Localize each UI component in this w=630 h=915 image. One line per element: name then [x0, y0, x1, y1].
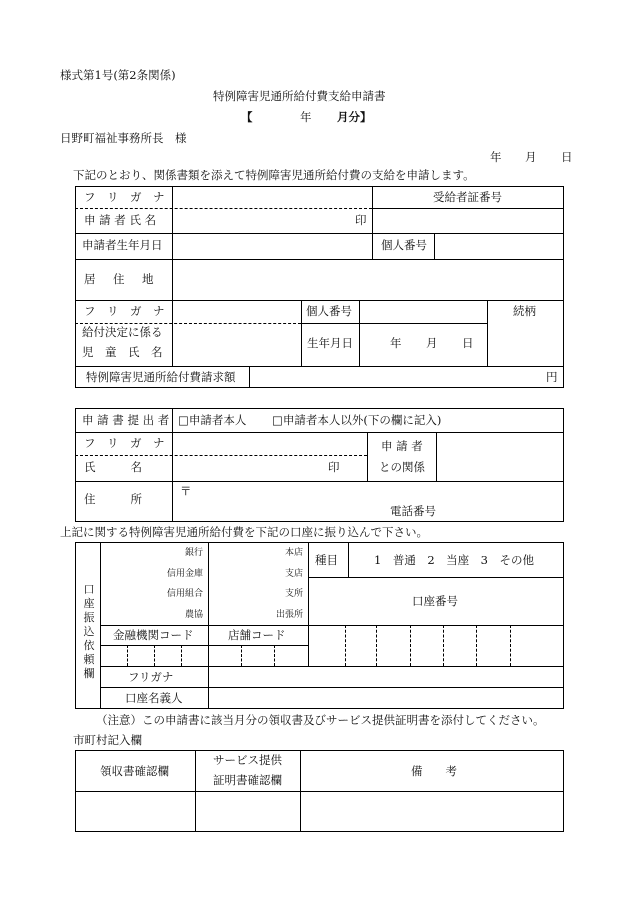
child-name-label-2: 児 童 氏 名 [82, 345, 163, 359]
addressee: 日野町福祉事務所長 様 [60, 131, 187, 145]
branch-type-office: 出張所 [276, 610, 304, 620]
period-year: 年 [300, 110, 312, 124]
child-personal-number-label: 個人番号 [306, 304, 352, 318]
intro-text: 下記のとおり、関係書類を添えて特例障害児通所給付費の支給を申請します。 [73, 168, 475, 182]
date-month: 月 [525, 150, 537, 164]
submitter-address-label: 住 所 [84, 492, 146, 506]
child-birth-label: 生年月日 [307, 336, 353, 350]
account-type-label: 種目 [315, 553, 338, 567]
form-number: 様式第1号(第2条関係) [60, 68, 176, 82]
office-use-label: 市町村記入欄 [73, 733, 142, 747]
form-title: 特例障害児通所給付費支給申請書 [213, 89, 386, 103]
period-month: 月分】 [337, 110, 372, 124]
option-applicant-other[interactable]: □申請者本人以外(下の欄に記入) [272, 413, 442, 427]
branch-type-branch: 支店 [285, 569, 304, 579]
service-check-label-1: サービス提供 [213, 753, 282, 767]
branch-code-label: 店舗コード [228, 628, 286, 642]
holder-furigana-label: フリガナ [128, 670, 174, 684]
service-check-label-2: 証明書確認欄 [213, 773, 282, 787]
date-day: 日 [561, 150, 573, 164]
inst-type-kumiai: 信用組合 [167, 589, 204, 599]
option-applicant-self[interactable]: □申請者本人 [178, 413, 247, 427]
relation-label: 続柄 [513, 304, 536, 318]
relation-label-1: 申 請 者 [381, 439, 423, 453]
child-name-label-1: 給付決定に係る [82, 325, 163, 339]
inst-type-shinkin: 信用金庫 [167, 569, 204, 579]
inst-type-nokyo: 農協 [185, 610, 204, 620]
branch-type-sub: 支所 [285, 589, 304, 599]
account-holder-label: 口座名義人 [125, 691, 183, 705]
amount-yen: 円 [546, 370, 558, 384]
applicant-birth-label: 申請者生年月日 [82, 238, 163, 252]
phone-label: 電話番号 [390, 504, 436, 518]
account-number-label: 口座番号 [412, 594, 458, 608]
relation-label-2: との関係 [379, 460, 425, 474]
child-furigana-label: フ リ ガ ナ [84, 304, 165, 318]
inst-type-bank: 銀行 [185, 548, 204, 558]
recipient-number-label: 受給者証番号 [433, 190, 502, 204]
submitter-furigana-label: フ リ ガ ナ [84, 436, 165, 450]
bank-section-label: 口座振込依頼欄 [83, 583, 95, 680]
applicant-address-label: 居 住 地 [84, 272, 157, 286]
postal-mark: 〒 [180, 484, 192, 498]
applicant-seal: 印 [355, 213, 367, 227]
applicant-name-label: 申 請 者 氏 名 [84, 213, 157, 227]
submitter-label: 申 請 書 提 出 者 [82, 413, 170, 427]
child-birth-month: 月 [426, 336, 438, 350]
branch-type-head: 本店 [285, 548, 304, 558]
account-type-options: 1 普通 2 当座 3 その他 [374, 553, 534, 567]
remarks-label: 備 考 [411, 764, 457, 778]
applicant-furigana-label: フ リ ガ ナ [84, 190, 165, 204]
submitter-seal: 印 [328, 460, 340, 474]
institution-code-label: 金融機関コード [113, 628, 194, 642]
applicant-personal-number-label: 個人番号 [381, 238, 427, 252]
receipt-check-label: 領収書確認欄 [100, 764, 169, 778]
child-birth-day: 日 [462, 336, 474, 350]
attachment-note: （注意）この申請書に該当月分の領収書及びサービス提供証明書を添付してください。 [96, 713, 545, 727]
amount-label: 特例障害児通所給付費請求額 [86, 370, 236, 384]
child-birth-year: 年 [390, 336, 402, 350]
bank-intro: 上記に関する特例障害児通所給付費を下記の口座に振り込んで下さい。 [60, 525, 428, 539]
date-year: 年 [490, 150, 502, 164]
period-open: 【 [241, 110, 253, 124]
submitter-name-label: 氏 名 [84, 460, 146, 474]
